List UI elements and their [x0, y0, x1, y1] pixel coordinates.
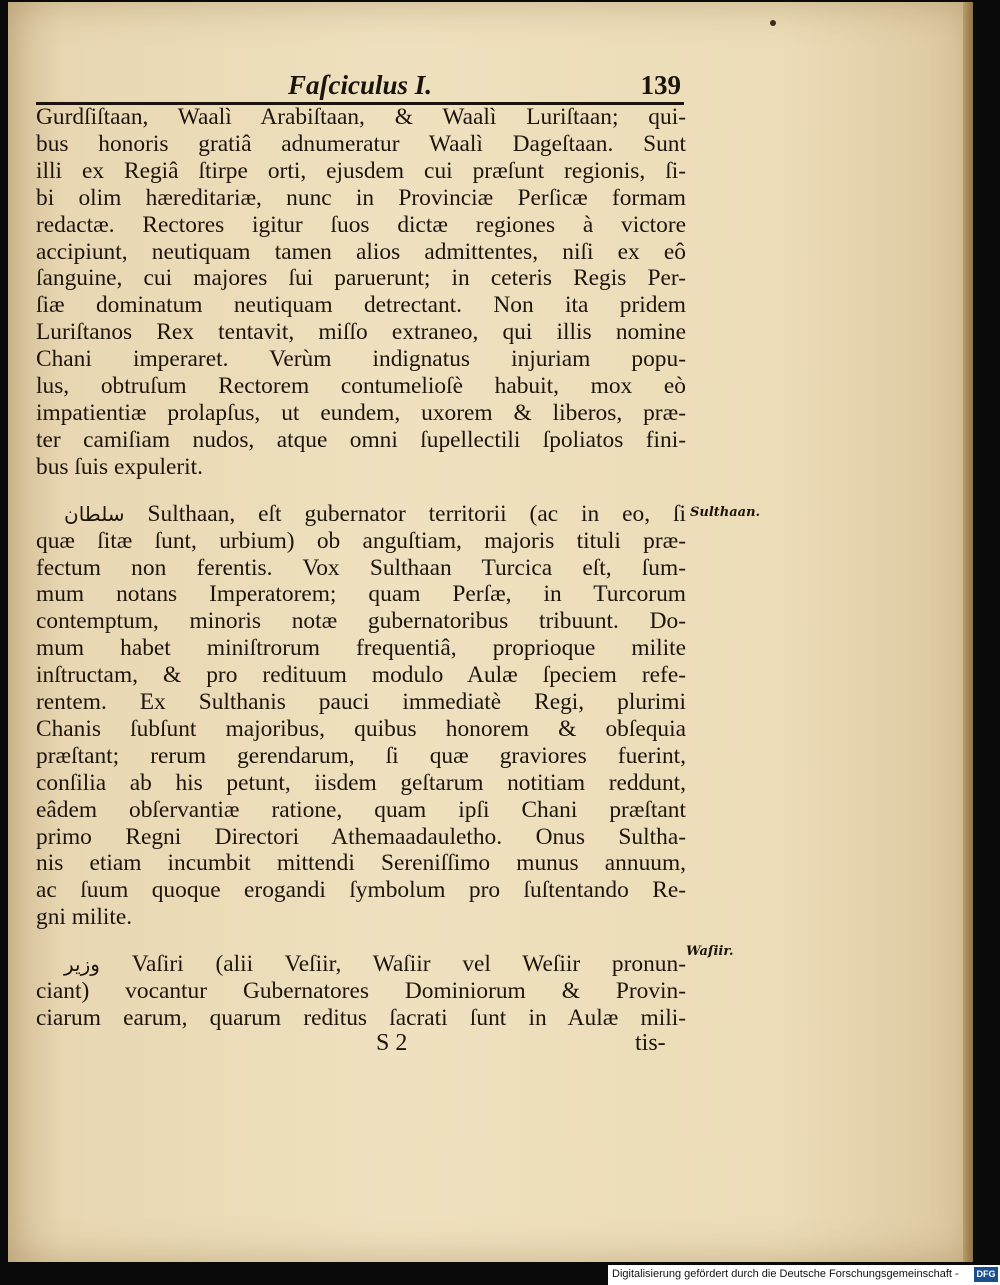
- arabic-term: سلطان: [64, 501, 125, 526]
- text-line: ter camiſiam nudos, atque omni ſupellectili ſpoliatos fini-: [36, 426, 686, 453]
- text-line: lus, obtruſum Rectorem contumelioſè habuit, mox eò: [36, 373, 686, 400]
- text-body: [36, 104, 686, 1032]
- text-line: ſiæ dominatum neutiquam detrectant. Non ita pridem: [36, 292, 686, 319]
- line-text: Vaſiri (alii Veſiir, Waſiir vel Weſiir pronun-: [131, 951, 686, 978]
- text-line: [36, 951, 686, 978]
- page-edge: [963, 2, 973, 1262]
- text-line: eâdem obſervantiæ ratione, quam ipſi Chani præſtant: [36, 796, 686, 823]
- text-line: Chanis ſubſunt majoribus, quibus honorem & obſequia: [36, 715, 686, 742]
- paragraph-1: [36, 104, 686, 481]
- text-line: contemptum, minoris notæ gubernatoribus tribuunt. Do-: [36, 608, 686, 635]
- paragraph-2: [36, 501, 686, 932]
- text-line: ciarum earum, quarum reditus ſacrati ſunt in Aulæ mili-: [36, 1005, 686, 1031]
- text-line: Luriſtanos Rex tentavit, miſſo extraneo, qui illis nomine: [36, 319, 686, 346]
- text-line: bus ſuis expulerit.: [36, 453, 203, 480]
- text-line: ac ſuum quoque erogandi ſymbolum pro ſuſtentando Re-: [36, 877, 686, 904]
- text-line: ſanguine, cui majores ſui paruerunt; in ceteris Regis Per-: [36, 265, 686, 292]
- footer-text: Digitalisierung gefördert durch die Deutsche Forschungsgemeinschaft -: [612, 1268, 959, 1280]
- text-line: redactæ. Rectores igitur ſuos dictæ regiones à victore: [36, 211, 686, 238]
- signature-mark: S 2: [376, 1030, 408, 1056]
- text-line: nis etiam incumbit mittendi Sereniſſimo munus annuum,: [36, 850, 686, 877]
- text-line: inſtructam, & pro redituum modulo Aulæ ſpeciem refe-: [36, 662, 686, 689]
- text-line: mum notans Imperatorem; quam Perſæ, in Turcorum: [36, 581, 686, 608]
- footer-bar: [608, 1265, 1000, 1285]
- page-header: [38, 66, 683, 102]
- text-line: Gurdſiſtaan, Waalì Arabiſtaan, & Waalì Luriſtaan; qui-: [36, 104, 686, 130]
- text-line: bus honoris gratiâ adnumeratur Waalì Dageſtaan. Sunt: [36, 130, 686, 157]
- text-line: fectum non ferentis. Vox Sulthaan Turcica eſt, ſum-: [36, 554, 686, 581]
- text-line: primo Regni Directori Athemaadauletho. Onus Sultha-: [36, 823, 686, 850]
- ink-spot: [770, 20, 776, 26]
- text-line: rentem. Ex Sulthanis pauci immediatè Regi, plurimi: [36, 689, 686, 716]
- line-text: Sulthaan, eſt gubernator territorii (ac in eo, ſi: [147, 500, 686, 527]
- text-line: conſilia ab his petunt, iisdem geſtarum notitiam reddunt,: [36, 769, 686, 796]
- running-title: Faſciculus I.: [288, 70, 433, 100]
- text-line: Chani imperaret. Verùm indignatus injuriam popu-: [36, 346, 686, 373]
- text-line: [36, 501, 686, 528]
- dfg-logo: DFG: [974, 1267, 998, 1282]
- text-line: ciant) vocantur Gubernatores Dominiorum & Provin-: [36, 978, 686, 1005]
- margin-note-wasiir: Waſiir.: [686, 944, 734, 959]
- text-line: illi ex Regiâ ſtirpe orti, ejusdem cui præſunt regionis, ſi-: [36, 157, 686, 184]
- text-line: quæ ſitæ ſunt, urbium) ob anguſtiam, majoris tituli præ-: [36, 527, 686, 554]
- text-line: bi olim hæreditariæ, nunc in Provinciæ Perſicæ formam: [36, 184, 686, 211]
- text-line: mum habet miniſtrorum frequentiâ, proprioque milite: [36, 635, 686, 662]
- text-line: accipiunt, neutiquam tamen alios admittentes, niſi ex eô: [36, 238, 686, 265]
- text-line: præſtant; rerum gerendarum, ſi quæ graviores fuerint,: [36, 742, 686, 769]
- text-line: gni milite.: [36, 904, 133, 931]
- margin-note-sulthaan: Sulthaan.: [690, 505, 761, 520]
- paragraph-3: [36, 951, 686, 1032]
- text-line: impatientiæ prolapſus, ut eundem, uxorem & liberos, præ-: [36, 399, 686, 426]
- arabic-term: وزیر: [64, 952, 100, 977]
- catchword: tis-: [635, 1030, 666, 1056]
- page-number: 139: [640, 70, 681, 100]
